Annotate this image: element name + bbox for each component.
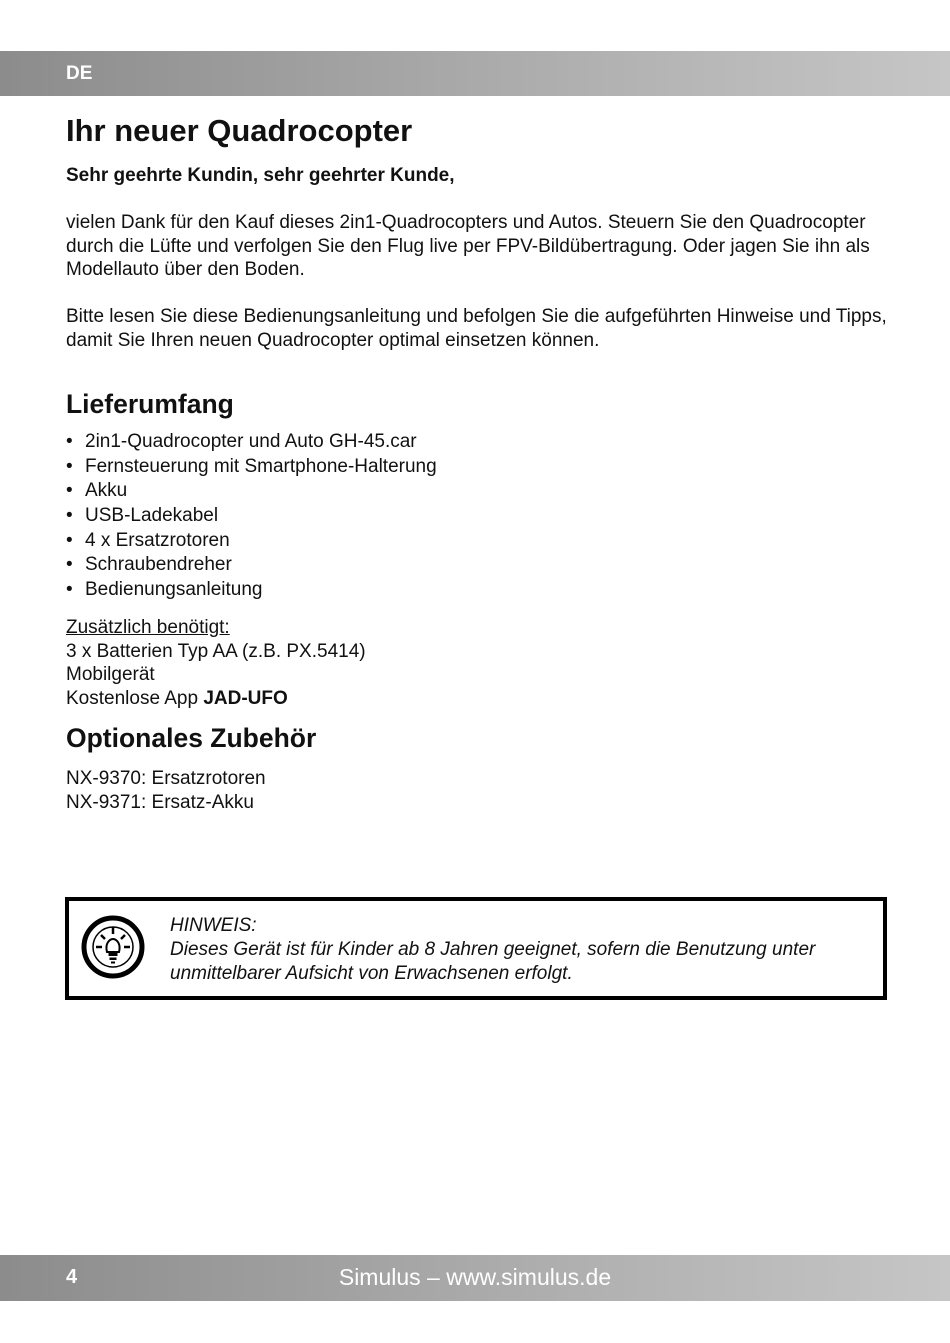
- requirement-line: Mobilgerät: [66, 664, 155, 685]
- list-item: • USB-Ladekabel: [66, 504, 437, 529]
- note-box: [65, 897, 887, 1000]
- list-item: • 2in1-Quadrocopter und Auto GH-45.car: [66, 430, 437, 455]
- list-item: • Bedienungsanleitung: [66, 578, 437, 603]
- footer-text: Simulus – www.simulus.de: [338, 1264, 612, 1290]
- intro-paragraph-1: vielen Dank für den Kauf dieses 2in1-Quadrocopters und Autos. Steuern Sie den Quadrocopter durch die Lüfte und verfolgen Sie den Flug live per FPV-Bildübertragung. Oder jagen Sie ihn als Modellauto über den Boden.: [66, 212, 870, 280]
- list-item: • 4 x Ersatzrotoren: [66, 529, 437, 554]
- list-item: • Fernsteuerung mit Smartphone-Halterung: [66, 455, 437, 480]
- zubehoer-heading: Optionales Zubehör: [66, 723, 317, 753]
- footer-bar: [0, 1255, 950, 1301]
- page-number: 4: [66, 1266, 78, 1288]
- note-text: [170, 914, 870, 986]
- intro-paragraph-2: Bitte lesen Sie diese Bedienungsanleitung und befolgen Sie die aufgeführten Hinweise und Tipps, damit Sie Ihren neuen Quadrocopter optimal einsetzen können.: [66, 306, 887, 351]
- accessory-line: NX-9371: Ersatz-Akku: [66, 791, 254, 813]
- note-label: HINWEIS:: [170, 915, 257, 936]
- list-item: • Schraubendreher: [66, 553, 437, 578]
- app-requirement: [66, 687, 366, 711]
- additional-requirements-heading: Zusätzlich benötigt:: [66, 617, 230, 638]
- salutation: Sehr geehrte Kundin, sehr geehrter Kunde,: [66, 165, 455, 186]
- app-name: JAD-UFO: [203, 687, 288, 709]
- note-body: Dieses Gerät ist für Kinder ab 8 Jahren geeignet, sofern die Benutzung unter unmittelbarer Aufsicht von Erwachsenen erfolgt.: [170, 939, 816, 984]
- accessory-line: NX-9370: Ersatzrotoren: [66, 768, 266, 789]
- list-item: • Akku: [66, 479, 437, 504]
- scope-of-delivery-list: [66, 430, 437, 603]
- accessories-list: [66, 767, 266, 814]
- header-bar: [0, 51, 950, 96]
- requirement-line: 3 x Batterien Typ AA (z.B. PX.5414): [66, 640, 366, 662]
- page-title: Ihr neuer Quadrocopter: [66, 113, 413, 148]
- language-label: DE: [66, 63, 93, 84]
- lightbulb-icon: [80, 914, 146, 980]
- app-prefix: Kostenlose App: [66, 687, 204, 709]
- lieferumfang-heading: Lieferumfang: [66, 389, 234, 419]
- additional-requirements: [66, 616, 366, 710]
